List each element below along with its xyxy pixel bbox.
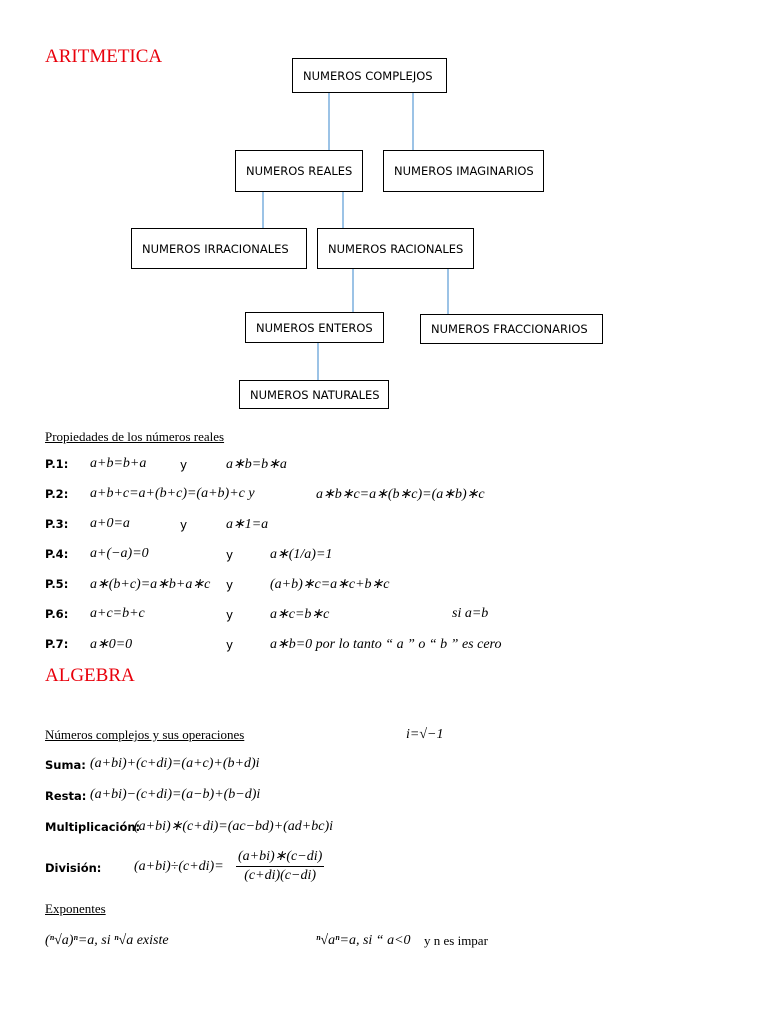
exponent-rule-right: ⁿ√aⁿ=a, si “ a<0 (316, 933, 411, 948)
property-conjunction: y (226, 608, 234, 622)
box-numeros-complejos (292, 58, 447, 93)
property-left-expr: a+0=a (90, 516, 130, 531)
property-conjunction: y (180, 458, 188, 472)
property-right-expr: a∗(1/a)=1 (270, 547, 333, 562)
division-expr: (a+bi)÷(c+di)= (134, 859, 224, 874)
property-label: P.1: (45, 457, 69, 471)
property-left-expr: a+c=b+c (90, 606, 145, 621)
property-left-expr: a+(−a)=0 (90, 546, 149, 561)
box-numeros-fraccionarios-label: NUMEROS FRACCIONARIOS (431, 322, 588, 336)
property-right-expr: a∗b∗c=a∗(b∗c)=(a∗b)∗c (316, 487, 485, 502)
division-fraction (236, 848, 324, 884)
property-condition: si a=b (452, 606, 489, 621)
property-label: P.4: (45, 547, 69, 561)
property-conjunction: y (226, 578, 234, 592)
box-numeros-irracionales (131, 228, 307, 269)
resta-expr: (a+bi)−(c+di)=(a−b)+(b−d)i (90, 787, 261, 802)
box-numeros-imaginarios-label: NUMEROS IMAGINARIOS (394, 164, 534, 178)
property-left-expr: a∗(b+c)=a∗b+a∗c (90, 577, 211, 592)
algebra-heading: ALGEBRA (45, 665, 135, 686)
property-label: P.3: (45, 517, 69, 531)
box-numeros-complejos-label: NUMEROS COMPLEJOS (303, 68, 433, 83)
box-numeros-enteros-label: NUMEROS ENTEROS (256, 320, 373, 335)
property-conjunction: y (226, 548, 234, 562)
propiedades-title: Propiedades de los números reales (45, 429, 225, 444)
property-conjunction: y (226, 638, 234, 652)
division-denominator: (c+di)(c−di) (244, 868, 317, 883)
property-left-expr: a+b+c=a+(b+c)=(a+b)+c y (90, 486, 255, 501)
division-numerator: (a+bi)∗(c−di) (236, 848, 324, 867)
box-numeros-naturales-label: NUMEROS NATURALES (250, 387, 380, 402)
division-label: División: (45, 861, 102, 875)
property-right-expr: a∗c=b∗c (270, 607, 330, 622)
property-label: P.2: (45, 487, 69, 501)
multiplicacion-label: Multiplicación: (45, 820, 141, 834)
property-right-expr: a∗1=a (226, 517, 269, 532)
exponentes-title: Exponentes (45, 901, 106, 916)
exponent-rule-left: (ⁿ√a)ⁿ=a, si ⁿ√a existe (45, 933, 169, 948)
box-numeros-reales (235, 150, 363, 192)
box-numeros-enteros (245, 312, 384, 343)
box-numeros-fraccionarios (420, 314, 603, 344)
box-numeros-racionales (317, 228, 474, 269)
property-conjunction: y (180, 518, 188, 532)
property-label: P.6: (45, 607, 69, 621)
property-left-expr: a∗0=0 (90, 637, 133, 652)
suma-label: Suma: (45, 758, 86, 772)
complejos-title: Números complejos y sus operaciones (45, 727, 245, 742)
property-left-expr: a+b=b+a (90, 456, 147, 471)
imaginary-unit-definition: i=√−1 (406, 727, 444, 742)
property-right-expr: (a+b)∗c=a∗c+b∗c (270, 577, 390, 592)
exponent-rule-right-note: y n es impar (424, 933, 488, 948)
box-numeros-racionales-label: NUMEROS RACIONALES (328, 241, 464, 256)
multiplicacion-expr: (a+bi)∗(c+di)=(ac−bd)+(ad+bc)i (134, 819, 334, 834)
property-label: P.5: (45, 577, 69, 591)
box-numeros-irracionales-label: NUMEROS IRRACIONALES (142, 241, 289, 256)
suma-expr: (a+bi)+(c+di)=(a+c)+(b+d)i (90, 756, 260, 771)
property-right-expr: a∗b=0 por lo tanto “ a ” o “ b ” es cero (270, 637, 502, 652)
box-numeros-imaginarios (383, 150, 544, 192)
box-numeros-naturales (239, 380, 389, 409)
aritmetica-heading: ARITMETICA (45, 46, 163, 67)
property-right-expr: a∗b=b∗a (226, 457, 287, 472)
box-numeros-reales-label: NUMEROS REALES (246, 164, 353, 178)
property-label: P.7: (45, 637, 69, 651)
resta-label: Resta: (45, 789, 87, 803)
